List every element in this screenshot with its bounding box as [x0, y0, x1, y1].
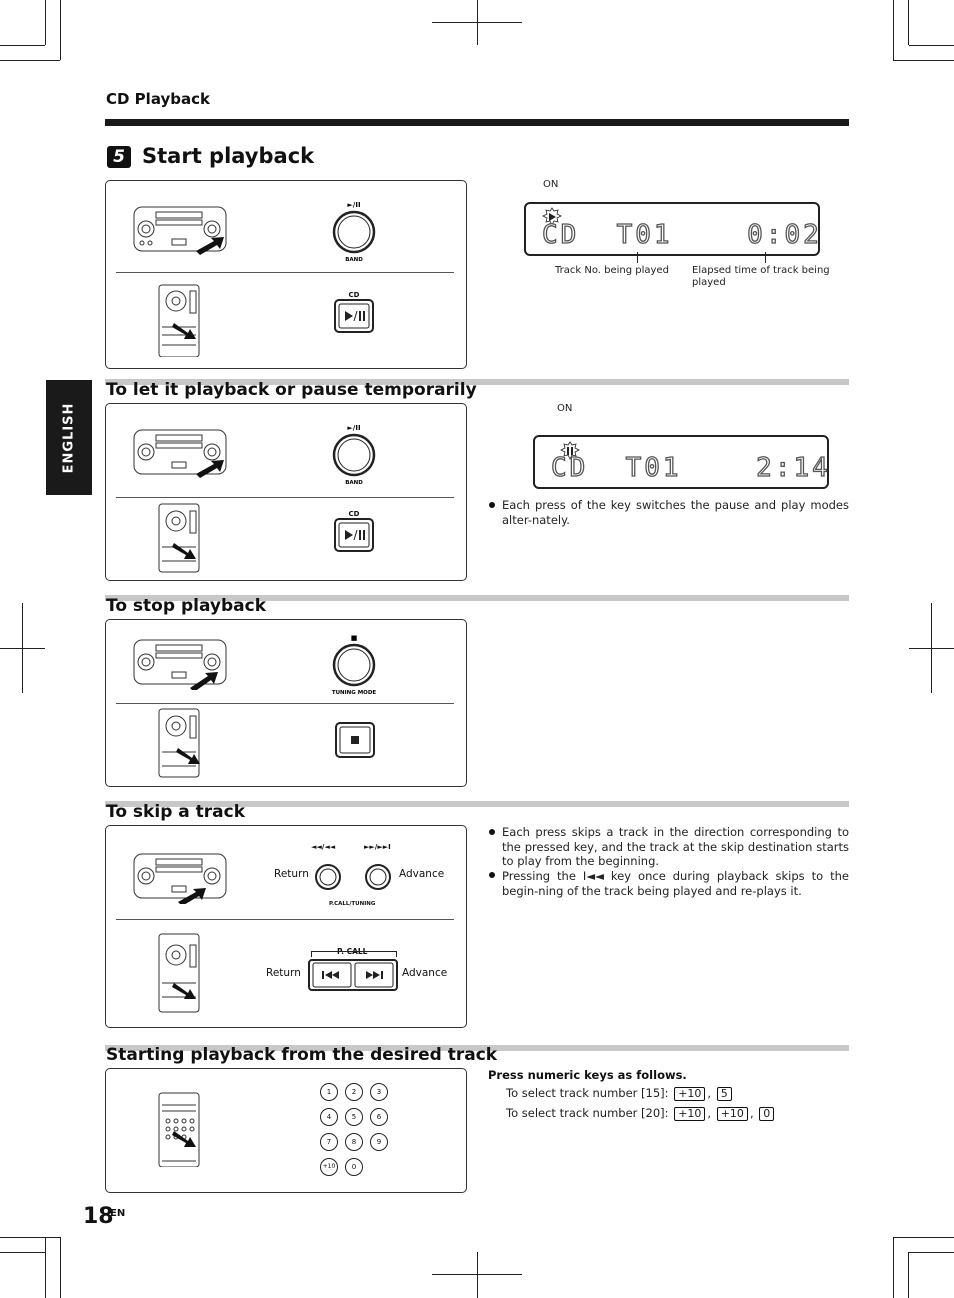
main-knob-illustration	[330, 199, 378, 265]
knob-label-top: ■	[350, 634, 358, 642]
skip-forward-knob-label: ►►/►►I	[364, 843, 391, 851]
bullet-dot	[489, 502, 495, 508]
numeric-key: 2	[345, 1083, 363, 1101]
skip-bullet-text: Pressing the I◄◄ key once during playback skips to the begin-ning of the track being played and re-plays it.	[502, 869, 849, 898]
skip-back-knob	[314, 863, 342, 891]
remote-illustration	[156, 503, 204, 573]
key-box: +10	[674, 1087, 705, 1101]
advance-label: Advance	[402, 967, 448, 979]
desired-title: Starting playback from the desired track	[106, 1045, 498, 1065]
lcd-text: CD T01 2:14	[551, 453, 831, 483]
step-number-badge: 5	[107, 146, 131, 168]
knob-label-bottom: BAND	[345, 257, 363, 263]
skip-panel	[105, 825, 467, 1028]
numeric-key: 1	[320, 1083, 338, 1101]
skip-back-knob-label: ◄◄/◄◄	[311, 843, 336, 851]
track-leader	[637, 252, 638, 263]
skip-forward-knob	[364, 863, 392, 891]
example-2-text: To select track number [20]:	[506, 1106, 669, 1120]
numeric-key: 8	[345, 1133, 363, 1151]
return-label: Return	[274, 868, 309, 880]
main-unit-illustration	[132, 638, 232, 690]
pause-panel	[105, 403, 467, 581]
bullet-dot	[489, 872, 495, 878]
remote-group-bracket	[311, 951, 397, 957]
return-label: Return	[266, 967, 301, 979]
main-unit-illustration	[132, 428, 232, 480]
knob-label-bottom: TUNING MODE	[331, 690, 377, 696]
advance-label: Advance	[399, 868, 445, 880]
header-rule	[105, 119, 849, 126]
knob-label-top: ►/II	[347, 424, 361, 432]
numeric-key: 4	[320, 1108, 338, 1126]
example-1: To select track number [15]: +10 , 5	[506, 1086, 734, 1101]
main-unit-illustration	[132, 852, 232, 904]
numeric-key: 6	[370, 1108, 388, 1126]
play-pause-icon	[334, 299, 374, 333]
knob-label-bottom: BAND	[345, 480, 363, 486]
lcd-display	[533, 435, 829, 489]
main-knob-illustration	[330, 632, 378, 698]
lcd-text: CD T01 0:02	[542, 220, 822, 250]
bullet-dot	[489, 829, 495, 835]
numeric-keypad	[320, 1083, 410, 1191]
example-2: To select track number [20]: +10 , +10 , 0	[506, 1106, 776, 1121]
knob-label-top: ►/II	[347, 201, 361, 209]
numeric-key: +10	[320, 1158, 338, 1176]
page-number: 18	[83, 1204, 114, 1229]
main-knob-illustration	[330, 422, 378, 488]
key-box: +10	[674, 1107, 705, 1121]
stop-icon	[335, 722, 375, 758]
lcd-display	[524, 202, 820, 256]
pause-bullet-text: Each press of the key switches the pause and play modes alter-nately.	[502, 498, 849, 527]
remote-skip-keys	[308, 959, 398, 991]
display-on-label: ON	[543, 179, 559, 190]
key-box: 5	[717, 1087, 732, 1101]
section-header: CD Playback	[106, 90, 210, 108]
numeric-key: 9	[370, 1133, 388, 1151]
numeric-key: 0	[345, 1158, 363, 1176]
pause-title: To let it playback or pause temporarily	[106, 380, 477, 400]
track-caption: Track No. being played	[555, 265, 669, 276]
remote-illustration	[156, 283, 204, 357]
stop-title: To stop playback	[106, 596, 266, 616]
language-tab	[46, 380, 92, 495]
remote-key-label: CD	[348, 510, 360, 518]
remote-key	[334, 510, 374, 556]
page-lang: EN	[110, 1208, 126, 1219]
remote-group-label: P. CALL	[337, 947, 368, 956]
key-box: +10	[717, 1107, 748, 1121]
desired-instruction: Press numeric keys as follows.	[488, 1068, 687, 1082]
skip-bullet-text: Each press skips a track in the direction corresponding to the pressed key, and the track at the skip destination starts to play from the beginning.	[502, 825, 849, 868]
play-pause-icon	[334, 518, 374, 552]
knob-caption: P.CALL/TUNING	[329, 901, 376, 907]
remote-illustration	[156, 1091, 204, 1167]
remote-key	[334, 291, 374, 337]
skip-title: To skip a track	[106, 802, 246, 822]
language-tab-label: ENGLISH	[61, 402, 77, 473]
key-box: 0	[759, 1107, 774, 1121]
example-1-text: To select track number [15]:	[506, 1086, 669, 1100]
numeric-key: 7	[320, 1133, 338, 1151]
desired-panel	[105, 1068, 467, 1193]
numeric-key: 3	[370, 1083, 388, 1101]
main-unit-illustration	[132, 205, 232, 257]
remote-illustration	[156, 708, 204, 778]
remote-key-label: CD	[348, 291, 360, 299]
stop-panel	[105, 619, 467, 787]
display-on-label: ON	[557, 403, 573, 414]
remote-illustration	[156, 933, 204, 1013]
time-leader	[765, 252, 766, 263]
start-panel	[105, 180, 467, 369]
numeric-key: 5	[345, 1108, 363, 1126]
step-title: Start playback	[142, 144, 315, 168]
time-caption: Elapsed time of track being played	[692, 265, 830, 288]
